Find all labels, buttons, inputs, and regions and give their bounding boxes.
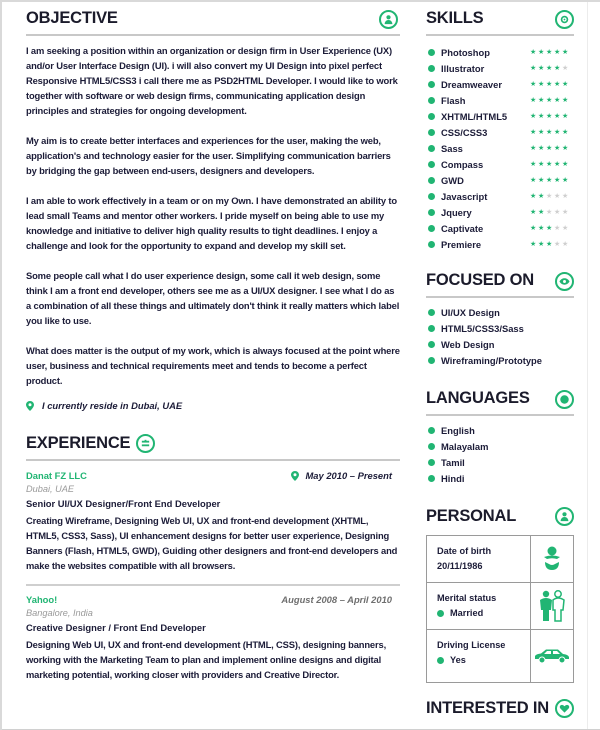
star-icon: ★ <box>530 176 537 184</box>
star-icon: ★ <box>562 144 569 152</box>
skill-name: CSS/CSS3 <box>441 126 488 138</box>
baby-icon <box>531 536 573 582</box>
car-icon <box>531 630 573 682</box>
heart-icon <box>555 699 574 718</box>
main-column <box>26 2 400 682</box>
star-icon: ★ <box>530 192 537 200</box>
skill-name: Captivate <box>441 222 484 234</box>
star-icon: ★ <box>554 112 561 120</box>
objective-title: OBJECTIVE <box>26 8 118 27</box>
star-icon: ★ <box>546 224 553 232</box>
couple-icon <box>531 583 573 629</box>
skills-title: SKILLS <box>426 8 484 27</box>
list-item: English <box>426 422 574 438</box>
list-item: Wireframing/Prototype <box>426 352 574 368</box>
star-icon: ★ <box>554 96 561 104</box>
interested-in-header <box>426 691 574 725</box>
bullet-dot <box>428 177 435 184</box>
star-icon: ★ <box>546 128 553 136</box>
star-icon: ★ <box>538 144 545 152</box>
star-icon: ★ <box>530 80 537 88</box>
skill-item <box>426 236 574 252</box>
list-item: Web Design <box>426 336 574 352</box>
star-icon: ★ <box>546 240 553 248</box>
skill-item <box>426 140 574 156</box>
bullet-dot <box>428 209 435 216</box>
objective-header <box>26 2 400 36</box>
star-icon: ★ <box>562 192 569 200</box>
skill-item <box>426 220 574 236</box>
star-icon: ★ <box>530 160 537 168</box>
experience-item <box>26 594 400 682</box>
marital-label: Merital status <box>437 593 497 603</box>
star-icon: ★ <box>546 96 553 104</box>
eye-icon <box>555 272 574 291</box>
dob-value: 20/11/1986 <box>437 561 483 571</box>
personal-row-marital <box>427 583 573 630</box>
star-icon: ★ <box>562 112 569 120</box>
bullet-dot <box>428 475 435 482</box>
star-icon: ★ <box>554 208 561 216</box>
bullet-dot <box>428 97 435 104</box>
languages-header <box>426 382 574 416</box>
star-icon: ★ <box>546 64 553 72</box>
skill-name: Illustrator <box>441 62 485 74</box>
objective-paragraph: I am able to work effectively in a team or on my Own. I have demonstrated an ability to lead small Teams and mentor other workers. I pride myself on being able to use my knowledge and initiative to deliver high quality results to tight deadlines. I enjoy a challenge and look for the opportunity to expand and develop my skill set. <box>26 195 397 251</box>
skill-rating <box>530 177 568 184</box>
star-icon: ★ <box>562 160 569 168</box>
employment-dates: August 2008 – April 2010 <box>281 594 392 605</box>
job-description: Creating Wireframe, Designing Web UI, UX and front-end development (XHTML, HTML5, CSS3, Sass), UI enhancement designs for better user experience, Designing Banners (Flash, HTML5, GWD), Guiding other designers and front-end developers and make the websites compatible with all browsers. <box>26 515 398 571</box>
languages-title: LANGUAGES <box>426 388 530 407</box>
star-icon: ★ <box>530 224 537 232</box>
star-icon: ★ <box>530 96 537 104</box>
skill-name: GWD <box>441 174 464 186</box>
skill-name: Photoshop <box>441 46 490 58</box>
star-icon: ★ <box>562 128 569 136</box>
dob-label: Date of birth <box>437 546 492 556</box>
location-pin-icon <box>291 471 299 481</box>
skill-rating <box>530 225 568 232</box>
list-item: Malayalam <box>426 438 574 454</box>
star-icon: ★ <box>562 96 569 104</box>
star-icon: ★ <box>546 160 553 168</box>
skill-item <box>426 108 574 124</box>
bullet-dot <box>428 129 435 136</box>
star-icon: ★ <box>530 128 537 136</box>
bullet-dot <box>428 309 435 316</box>
list-item: Tamil <box>426 454 574 470</box>
skill-rating <box>530 161 568 168</box>
location-text: I currently reside in Dubai, UAE <box>42 400 183 411</box>
skill-rating <box>530 81 568 88</box>
star-icon: ★ <box>554 160 561 168</box>
personal-row-dob <box>427 536 573 583</box>
skills-header <box>426 2 574 36</box>
skill-name: Flash <box>441 94 466 106</box>
star-icon: ★ <box>554 128 561 136</box>
star-icon: ★ <box>538 192 545 200</box>
skill-item <box>426 60 574 76</box>
skills-list <box>426 44 574 252</box>
skill-name: Dreamweaver <box>441 78 502 90</box>
focused-on-header <box>426 264 574 298</box>
skill-name: Jquery <box>441 206 472 218</box>
job-role: Creative Designer / Front End Developer <box>26 622 206 633</box>
star-icon: ★ <box>554 224 561 232</box>
star-icon: ★ <box>554 240 561 248</box>
star-icon: ★ <box>538 96 545 104</box>
star-icon: ★ <box>546 192 553 200</box>
skill-name: Sass <box>441 142 463 154</box>
bullet-dot <box>428 161 435 168</box>
briefcase-icon <box>136 434 155 453</box>
skill-name: Premiere <box>441 238 482 250</box>
skill-rating <box>530 97 568 104</box>
personal-title: PERSONAL <box>426 506 517 525</box>
skill-item <box>426 124 574 140</box>
star-icon: ★ <box>546 176 553 184</box>
skills-section <box>426 2 574 252</box>
star-icon: ★ <box>530 240 537 248</box>
skill-item <box>426 188 574 204</box>
star-icon: ★ <box>546 48 553 56</box>
star-icon: ★ <box>554 64 561 72</box>
personal-section <box>426 499 574 683</box>
skill-rating <box>530 241 568 248</box>
skill-item <box>426 76 574 92</box>
personal-row-license <box>427 630 573 682</box>
star-icon: ★ <box>546 80 553 88</box>
objective-paragraph: I am seeking a position within an organization or design firm in User Experience (UX) and/or User Interface Design (UI). i will also convert my UI Design into pixel perfect Responsive HTML5/CSS3 i call there me as PSD2HTML Developer. I would like to work together with software or web design firms, communicating application design principles and strategies for ongoing development. <box>26 45 398 116</box>
star-icon: ★ <box>554 176 561 184</box>
location-pin-icon <box>26 401 34 411</box>
star-icon: ★ <box>562 48 569 56</box>
star-icon: ★ <box>538 176 545 184</box>
experience-section <box>26 427 400 682</box>
star-icon: ★ <box>562 240 569 248</box>
license-value: Yes <box>437 653 530 668</box>
star-icon: ★ <box>538 112 545 120</box>
skill-rating <box>530 129 568 136</box>
star-icon: ★ <box>530 64 537 72</box>
user-icon <box>379 10 398 29</box>
star-icon: ★ <box>538 80 545 88</box>
list-item: HTML5/CSS3/Sass <box>426 320 574 336</box>
marital-value: Married <box>437 606 530 621</box>
company-name: Danat FZ LLC <box>26 470 87 481</box>
star-icon: ★ <box>554 48 561 56</box>
skill-rating <box>530 193 568 200</box>
job-role: Senior UI/UX Designer/Front End Developer <box>26 498 221 509</box>
current-location <box>26 400 400 411</box>
skill-name: XHTML/HTML5 <box>441 110 508 122</box>
focused-on-title: FOCUSED ON <box>426 270 535 289</box>
star-icon: ★ <box>562 176 569 184</box>
star-icon: ★ <box>546 144 553 152</box>
skill-rating <box>530 49 568 56</box>
bullet-dot <box>437 610 444 617</box>
bullet-dot <box>428 145 435 152</box>
star-icon: ★ <box>530 112 537 120</box>
skill-rating <box>530 65 568 72</box>
objective-paragraph: My aim is to create better interfaces and experiences for the user, making the web, application's and technology easier for the user. Simplifying communication barriers by bridging the gap between end-users, designers and developers. <box>26 135 391 176</box>
star-icon: ★ <box>562 208 569 216</box>
bullet-dot <box>428 427 435 434</box>
bullet-dot <box>428 443 435 450</box>
gear-icon <box>555 10 574 29</box>
bullet-dot <box>428 65 435 72</box>
list-item: UI/UX Design <box>426 304 574 320</box>
star-icon: ★ <box>554 144 561 152</box>
skill-item <box>426 156 574 172</box>
page-frame-right <box>587 2 588 730</box>
star-icon: ★ <box>538 64 545 72</box>
bullet-dot <box>428 459 435 466</box>
skill-name: Javascript <box>441 190 488 202</box>
bullet-dot <box>428 341 435 348</box>
bullet-dot <box>428 113 435 120</box>
star-icon: ★ <box>562 64 569 72</box>
personal-header <box>426 499 574 533</box>
focused-on-list <box>426 304 574 368</box>
objective-paragraph: Some people call what I do user experience design, some call it web design, some think I am a front end developer, others see me as a UI/UX designer. I see what I do as a combination of all these things and ultimately don't think it really matters which label you like to use. <box>26 270 400 326</box>
star-icon: ★ <box>546 112 553 120</box>
company-city: Dubai, UAE <box>26 484 75 494</box>
employment-dates: May 2010 – Present <box>291 470 392 481</box>
skill-item <box>426 204 574 220</box>
experience-title: EXPERIENCE <box>26 433 131 452</box>
bullet-dot <box>428 357 435 364</box>
star-icon: ★ <box>530 144 537 152</box>
job-description: Designing Web UI, UX and front-end development (HTML, CSS), designing banners, working with the Marketing Team to plan and implement online designs and digital marketing potential, working closer with providers and Creative Director. <box>26 639 387 680</box>
interested-in-title: INTERESTED IN <box>426 698 549 717</box>
star-icon: ★ <box>538 224 545 232</box>
sidebar-column <box>426 2 574 725</box>
bullet-dot <box>428 225 435 232</box>
speech-bubble-icon <box>555 390 574 409</box>
star-icon: ★ <box>538 208 545 216</box>
user-icon <box>555 507 574 526</box>
star-icon: ★ <box>538 128 545 136</box>
star-icon: ★ <box>546 208 553 216</box>
interested-in-section <box>426 691 574 725</box>
star-icon: ★ <box>538 160 545 168</box>
experience-item <box>26 470 400 573</box>
company-city: Bangalore, India <box>26 608 93 618</box>
license-label: Driving License <box>437 640 506 650</box>
bullet-dot <box>437 657 444 664</box>
skill-rating <box>530 113 568 120</box>
languages-list <box>426 422 574 486</box>
skill-rating <box>530 209 568 216</box>
company-name: Yahoo! <box>26 594 58 605</box>
objective-paragraph: What does matter is the output of my work, which is always focused at the point where user, business and technical requirements meet and tends to become a perfect product. <box>26 345 400 386</box>
list-item: Hindi <box>426 470 574 486</box>
skill-item <box>426 92 574 108</box>
personal-info-table <box>426 535 574 683</box>
bullet-dot <box>428 49 435 56</box>
bullet-dot <box>428 325 435 332</box>
languages-section <box>426 382 574 486</box>
experience-divider <box>26 584 400 586</box>
bullet-dot <box>428 81 435 88</box>
bullet-dot <box>428 193 435 200</box>
bullet-dot <box>428 241 435 248</box>
star-icon: ★ <box>554 192 561 200</box>
star-icon: ★ <box>538 240 545 248</box>
skill-item <box>426 172 574 188</box>
skill-rating <box>530 145 568 152</box>
star-icon: ★ <box>562 80 569 88</box>
star-icon: ★ <box>530 208 537 216</box>
star-icon: ★ <box>562 224 569 232</box>
skill-item <box>426 44 574 60</box>
objective-section <box>26 2 400 411</box>
skill-name: Compass <box>441 158 484 170</box>
star-icon: ★ <box>554 80 561 88</box>
experience-header <box>26 427 400 461</box>
star-icon: ★ <box>538 48 545 56</box>
focused-on-section <box>426 264 574 368</box>
star-icon: ★ <box>530 48 537 56</box>
